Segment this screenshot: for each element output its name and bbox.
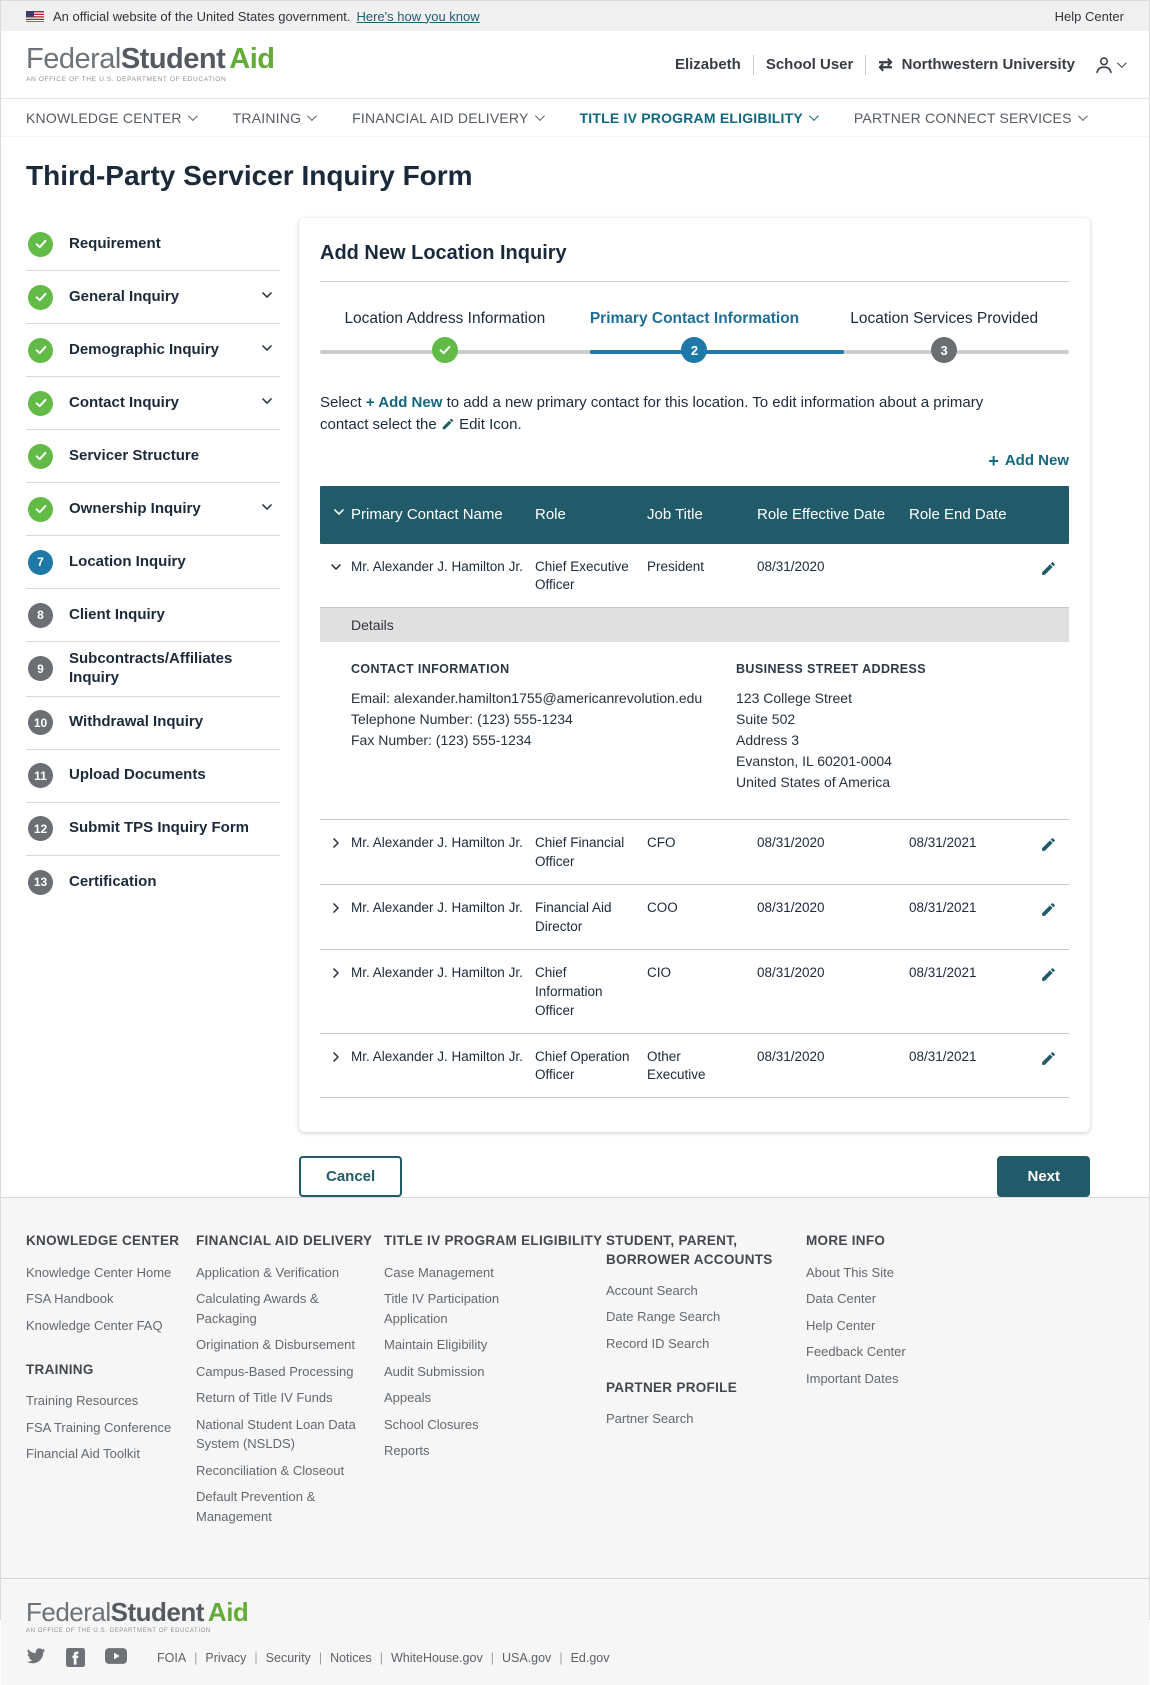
footer-link[interactable]: Audit Submission (384, 1363, 485, 1379)
chevron-right-icon[interactable] (320, 899, 351, 917)
address-line: Suite 502 (736, 711, 796, 728)
stepper-step-label: Primary Contact Information (589, 310, 800, 327)
sidebar-item-certification[interactable] (26, 856, 280, 909)
instruction-mid: to add a new primary contact for this location. To edit information about a primary contact select the (320, 394, 984, 433)
legal-link[interactable]: Ed.gov (570, 1650, 610, 1665)
footer-column (384, 1232, 606, 1552)
us-flag-icon (26, 11, 44, 22)
role-end-date: 08/31/2021 (909, 1048, 977, 1064)
sidebar-item-label: Ownership Inquiry (69, 499, 201, 517)
footer-heading: FINANCIAL AID DELIVERY (196, 1233, 373, 1249)
column-header-role: Role (535, 506, 566, 523)
footer-link[interactable]: Training Resources (26, 1393, 139, 1409)
sidebar-item-label: Client Inquiry (69, 605, 165, 623)
contact-role: Chief Executive Officer (535, 558, 629, 593)
chevron-down-icon (260, 500, 274, 519)
legal-link[interactable]: WhiteHouse.gov (391, 1650, 483, 1665)
contact-information-block (351, 662, 736, 793)
footer-link[interactable]: Application & Verification (196, 1264, 340, 1280)
stepper-step-1[interactable] (320, 304, 570, 368)
stepper-step-label: Location Services Provided (850, 310, 1039, 327)
edit-contact-button[interactable] (1038, 964, 1059, 988)
role-effective-date: 08/31/2020 (757, 900, 825, 916)
sidebar-item-contact-inquiry[interactable] (26, 377, 280, 430)
social-icons (26, 1648, 127, 1667)
business-address-block (736, 662, 1069, 793)
divider (865, 55, 866, 75)
stepper-step-2[interactable] (570, 304, 820, 368)
step-number-badge: 10 (28, 710, 53, 735)
logo-tagline: AN OFFICE OF THE U.S. DEPARTMENT OF EDUCATION (26, 76, 227, 84)
next-button[interactable]: Next (997, 1156, 1090, 1197)
sidebar-item-label: Certification (69, 872, 157, 890)
contact-role: Chief Operation Officer (535, 1048, 630, 1083)
chevron-down-icon (534, 111, 544, 121)
fsa-logo[interactable] (26, 45, 274, 84)
edit-contact-button[interactable] (1038, 834, 1059, 858)
sidebar-item-label: Subcontracts/Affiliates Inquiry (69, 650, 233, 686)
user-org: Northwestern University (901, 56, 1075, 73)
footer-column (196, 1232, 384, 1552)
table-row (320, 820, 1069, 885)
stepper-step-3[interactable] (819, 304, 1069, 368)
step-number-badge: 2 (681, 337, 707, 363)
legal-link[interactable]: USA.gov (501, 1650, 552, 1665)
row-details (320, 608, 1069, 820)
column-header-role-effective-date: Role Effective Date (757, 506, 886, 523)
footer-link[interactable]: Financial Aid Toolkit (26, 1446, 140, 1462)
contact-name: Mr. Alexander J. Hamilton Jr. (351, 964, 523, 980)
facebook-icon[interactable] (66, 1648, 85, 1667)
column-header-role-end-date: Role End Date (909, 506, 1007, 523)
chevron-right-icon[interactable] (320, 964, 351, 982)
contact-job-title: CIO (647, 964, 672, 980)
chevron-down-icon (260, 341, 274, 360)
sidebar-item-requirement[interactable] (26, 218, 280, 271)
sidebar-item-label: Submit TPS Inquiry Form (69, 819, 250, 837)
footer-column (606, 1232, 806, 1552)
divider: | (194, 1650, 198, 1665)
sidebar-item-label: Upload Documents (69, 766, 206, 784)
footer-link[interactable]: Campus-Based Processing (196, 1363, 354, 1379)
role-effective-date: 08/31/2020 (757, 1048, 825, 1064)
chevron-down-icon (260, 288, 274, 307)
footer-link[interactable]: Reconciliation & Closeout (196, 1462, 345, 1478)
logo-federal: Federal (26, 1597, 111, 1628)
check-icon (28, 285, 53, 310)
chevron-down-icon[interactable] (320, 558, 351, 576)
sidebar-item-general-inquiry[interactable] (26, 271, 280, 324)
check-icon (28, 232, 53, 257)
contact-info-line: Telephone Number: (123) 555-1234 (351, 711, 573, 728)
form-actions (299, 1156, 1090, 1197)
sidebar-item-label: Requirement (69, 234, 161, 252)
step-number-badge: 9 (28, 656, 53, 681)
contact-info-line: Fax Number: (123) 555-1234 (351, 732, 532, 749)
user-role: School User (765, 56, 854, 73)
nav-item-title-iv-program-eligibility[interactable] (580, 110, 816, 126)
role-effective-date: 08/31/2020 (757, 964, 825, 980)
footer-link[interactable]: Help Center (806, 1317, 876, 1333)
check-icon (432, 337, 458, 363)
role-end-date: 08/31/2021 (909, 900, 977, 916)
address-line: Evanston, IL 60201-0004 (736, 753, 892, 770)
logo-student: Student (110, 1597, 204, 1628)
edit-cell (1038, 1048, 1073, 1072)
add-new-label: Add New (1004, 452, 1069, 469)
form-step-sidebar (26, 218, 280, 909)
chevron-down-icon (1078, 111, 1088, 121)
step-number-badge: 13 (28, 870, 53, 895)
edit-cell (1038, 964, 1073, 988)
nav-item-label: TITLE IV PROGRAM ELIGIBILITY (579, 109, 803, 126)
chevron-down-icon (809, 111, 819, 121)
legal-links (157, 1651, 609, 1665)
footer-link[interactable]: Title IV Participation Application (384, 1291, 500, 1326)
nav-item-label: FINANCIAL AID DELIVERY (352, 109, 529, 126)
contact-info-line: Email: alexander.hamilton1755@americanrevolution.edu (351, 690, 703, 707)
nav-item-financial-aid-delivery[interactable] (352, 110, 541, 126)
footer-group (606, 1379, 806, 1429)
footer-link[interactable]: Default Prevention & Management (196, 1489, 316, 1524)
table-header-row (320, 486, 1069, 544)
footer-link[interactable]: Partner Search (606, 1411, 694, 1427)
contact-job-title: President (647, 558, 705, 574)
logo-tagline: AN OFFICE OF THE U.S. DEPARTMENT OF EDUCATION (26, 1628, 211, 1635)
edit-contact-button[interactable] (1038, 558, 1059, 582)
help-center-link[interactable]: Help Center (1054, 8, 1124, 24)
address-line: Address 3 (736, 732, 800, 749)
footer-group (384, 1232, 606, 1460)
footer-heading: TRAINING (26, 1362, 94, 1378)
step-number-badge: 8 (28, 603, 53, 628)
footer-columns (1, 1198, 1149, 1578)
divider: | (318, 1650, 323, 1665)
main-nav (1, 98, 1149, 136)
instruction-post: Edit Icon. (454, 415, 522, 433)
stepper (320, 304, 1069, 368)
footer-link[interactable]: Data Center (806, 1291, 877, 1307)
chevron-right-icon[interactable] (320, 834, 351, 852)
collapse-all-chevron-icon[interactable] (320, 505, 351, 524)
footer-group (196, 1232, 384, 1526)
contact-role: Financial Aid Director (535, 900, 612, 934)
sidebar-item-servicer-structure[interactable] (26, 430, 280, 483)
divider: | (254, 1650, 258, 1665)
edit-pencil-icon (441, 416, 455, 438)
sidebar-item-withdrawal-inquiry[interactable] (26, 697, 280, 750)
logo-student: Student (120, 43, 226, 76)
legal-link[interactable]: Notices (330, 1650, 372, 1665)
fsa-logo-footer[interactable] (26, 1599, 1124, 1634)
instruction-add-new: + Add New (365, 394, 443, 411)
switch-org-icon[interactable]: ⇄ (878, 54, 893, 74)
footer-link[interactable]: Appeals (384, 1390, 431, 1406)
divider: | (559, 1650, 563, 1665)
footer-link[interactable]: FSA Training Conference (26, 1419, 172, 1435)
contact-job-title: COO (647, 900, 678, 916)
table-row (320, 950, 1069, 1034)
official-site-text: An official website of the United States government. (53, 8, 351, 24)
stepper-steps (320, 304, 1069, 368)
role-effective-date: 08/31/2020 (757, 558, 825, 574)
youtube-icon[interactable] (105, 1648, 127, 1664)
footer-group (26, 1232, 196, 1335)
step-number-badge: 12 (28, 816, 53, 841)
business-address-heading: BUSINESS STREET ADDRESS (736, 662, 927, 677)
contact-information-heading: CONTACT INFORMATION (351, 662, 510, 677)
legal-link[interactable]: FOIA (157, 1650, 187, 1665)
footer-heading: STUDENT, PARENT, BORROWER ACCOUNTS (606, 1233, 773, 1267)
footer-link[interactable]: Return of Title IV Funds (196, 1390, 333, 1406)
nav-item-partner-connect-services[interactable] (854, 110, 1085, 126)
person-icon (1093, 54, 1115, 76)
table-row (320, 1034, 1069, 1099)
account-menu-button[interactable] (1093, 54, 1124, 76)
divider (753, 55, 754, 75)
sidebar-item-label: Demographic Inquiry (69, 340, 220, 358)
footer-link[interactable]: Case Management (384, 1264, 494, 1280)
contact-role: Chief Financial Officer (535, 835, 625, 870)
content (1, 136, 1149, 1197)
add-location-inquiry-card (299, 218, 1090, 1132)
legal-link[interactable]: Privacy (205, 1650, 247, 1665)
footer-link[interactable]: Calculating Awards & Packaging (196, 1291, 319, 1326)
cancel-button[interactable]: Cancel (299, 1156, 402, 1197)
address-line: United States of America (736, 774, 891, 791)
table-row (320, 885, 1069, 950)
footer-link[interactable]: School Closures (384, 1416, 479, 1432)
footer-link[interactable]: Knowledge Center Home (26, 1264, 172, 1280)
sidebar-item-demographic-inquiry[interactable] (26, 324, 280, 377)
primary-contacts-table (320, 486, 1069, 1099)
divider: | (490, 1650, 494, 1665)
header-user-area (675, 54, 1124, 76)
footer-link[interactable]: FSA Handbook (26, 1291, 114, 1307)
logo-aid: Aid (207, 1597, 249, 1628)
details-indent (320, 662, 351, 793)
sidebar-item-label: Location Inquiry (69, 552, 186, 570)
footer-link[interactable]: Origination & Disbursement (196, 1337, 355, 1353)
footer-bottom (1, 1578, 1149, 1685)
contact-job-title: Other Executive (647, 1048, 706, 1083)
gov-banner (1, 1, 1149, 31)
edit-contact-button[interactable] (1038, 1048, 1059, 1072)
logo-aid: Aid (229, 43, 275, 76)
sidebar-item-label: Contact Inquiry (69, 393, 180, 411)
footer-heading: PARTNER PROFILE (606, 1380, 738, 1396)
nav-item-knowledge-center[interactable] (26, 110, 195, 126)
footer-group (806, 1232, 1124, 1388)
page-title: Third-Party Servicer Inquiry Form (26, 160, 473, 191)
column-header-primary-contact-name: Primary Contact Name (351, 506, 503, 523)
footer-group (26, 1361, 196, 1464)
footer-link[interactable]: National Student Loan Data System (NSLDS) (196, 1416, 356, 1452)
role-end-date: 08/31/2021 (909, 964, 977, 980)
footer-heading: KNOWLEDGE CENTER (26, 1233, 180, 1249)
divider (320, 281, 1069, 282)
twitter-icon[interactable] (26, 1648, 46, 1665)
address-line: 123 College Street (736, 690, 852, 707)
edit-contact-button[interactable] (1038, 899, 1059, 923)
footer-link[interactable]: Feedback Center (806, 1344, 906, 1360)
footer-column (806, 1232, 1124, 1552)
footer-group (606, 1232, 806, 1353)
step-number-badge: 3 (931, 337, 957, 363)
nav-item-label: PARTNER CONNECT SERVICES (853, 109, 1072, 126)
stepper-step-label: Location Address Information (344, 310, 546, 327)
step-number-badge: 11 (28, 763, 53, 788)
sidebar-item-location-inquiry[interactable] (26, 536, 280, 589)
footer-link[interactable]: Important Dates (806, 1370, 899, 1386)
logo-federal: Federal (26, 43, 121, 76)
footer-column (26, 1232, 196, 1552)
chevron-down-icon (188, 111, 198, 121)
footer-link[interactable]: Maintain Eligibility (384, 1337, 488, 1353)
footer-heading: MORE INFO (806, 1233, 886, 1249)
check-icon (28, 497, 53, 522)
add-new-button[interactable] (988, 452, 1069, 470)
check-icon (28, 444, 53, 469)
role-end-date: 08/31/2021 (909, 835, 977, 851)
step-number-badge: 7 (28, 550, 53, 575)
user-name: Elizabeth (674, 56, 741, 73)
contact-role: Chief Information Officer (535, 964, 603, 1018)
footer-link[interactable]: Reports (384, 1443, 430, 1459)
details-bar-label: Details (351, 617, 394, 634)
chevron-down-icon (260, 394, 274, 413)
contact-name: Mr. Alexander J. Hamilton Jr. (351, 835, 523, 851)
footer-link[interactable]: About This Site (806, 1264, 894, 1280)
sidebar-item-client-inquiry[interactable] (26, 589, 280, 642)
contact-name: Mr. Alexander J. Hamilton Jr. (351, 1048, 523, 1064)
details-bar (320, 608, 1069, 642)
footer-link[interactable]: Date Range Search (606, 1309, 721, 1325)
edit-cell (1038, 834, 1073, 858)
site-footer (1, 1197, 1149, 1685)
column-header-job-title: Job Title (647, 506, 703, 523)
divider: | (379, 1650, 383, 1665)
sidebar-item-upload-documents[interactable] (26, 750, 280, 803)
footer-heading: TITLE IV PROGRAM ELIGIBILITY (384, 1233, 603, 1249)
instruction-text (320, 392, 988, 438)
instruction-pre: Select (320, 394, 366, 411)
nav-item-training[interactable] (233, 110, 315, 126)
sidebar-item-ownership-inquiry[interactable] (26, 483, 280, 536)
sidebar-item-label: Servicer Structure (69, 446, 200, 464)
nav-item-label: KNOWLEDGE CENTER (26, 109, 182, 126)
sidebar-item-label: General Inquiry (69, 287, 180, 305)
contact-name: Mr. Alexander J. Hamilton Jr. (351, 558, 523, 574)
nav-item-label: TRAINING (232, 109, 302, 126)
edit-cell (1038, 558, 1073, 582)
footer-link[interactable]: Record ID Search (606, 1335, 710, 1351)
details-body (320, 642, 1069, 819)
footer-link[interactable]: Knowledge Center FAQ (26, 1317, 163, 1333)
sidebar-item-subcontracts-affiliates-inquiry[interactable] (26, 642, 280, 697)
check-icon (28, 391, 53, 416)
sidebar-item-label: Withdrawal Inquiry (69, 713, 204, 731)
role-effective-date: 08/31/2020 (757, 835, 825, 851)
contact-job-title: CFO (647, 835, 676, 851)
table-body (320, 544, 1069, 1099)
contact-name: Mr. Alexander J. Hamilton Jr. (351, 900, 523, 916)
sidebar-item-submit-tps-inquiry-form[interactable] (26, 803, 280, 856)
heres-how-link[interactable]: Here's how you know (356, 8, 480, 24)
chevron-down-icon (1117, 58, 1127, 68)
footer-link[interactable]: Account Search (606, 1282, 698, 1298)
site-header (1, 31, 1149, 98)
check-icon (28, 338, 53, 363)
card-title: Add New Location Inquiry (320, 242, 567, 264)
edit-cell (1038, 899, 1073, 923)
chevron-down-icon (307, 111, 317, 121)
legal-link[interactable]: Security (265, 1650, 311, 1665)
plus-icon: + (988, 450, 999, 471)
chevron-right-icon[interactable] (320, 1048, 351, 1066)
table-row (320, 544, 1069, 609)
